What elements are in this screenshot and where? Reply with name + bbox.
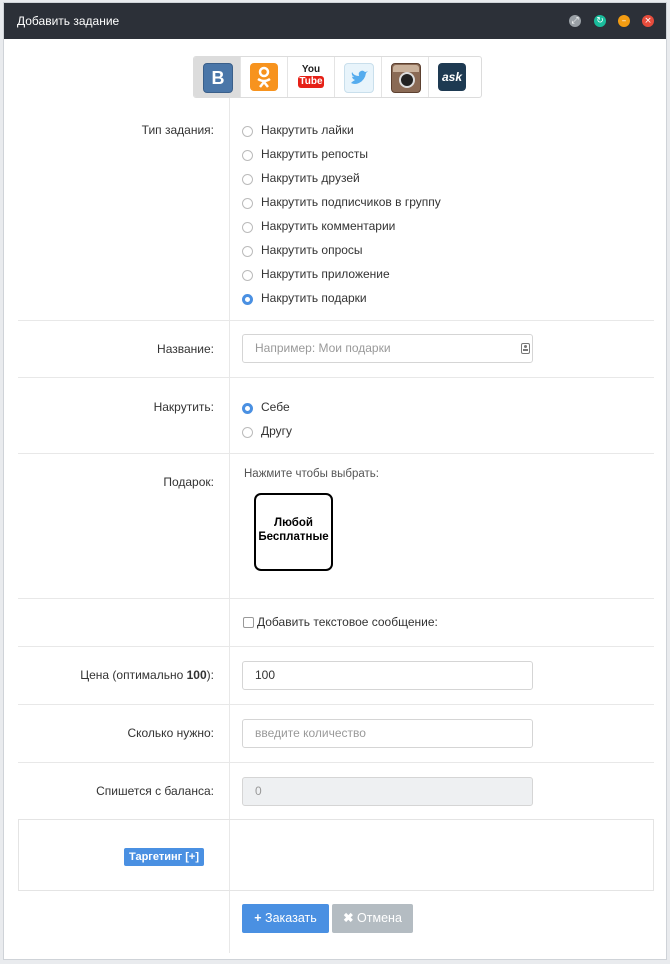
close-icon[interactable]: × xyxy=(642,15,654,27)
task-type-radio[interactable] xyxy=(242,126,253,137)
task-type-option[interactable]: Накрутить лайки xyxy=(261,123,354,137)
network-selector xyxy=(193,56,482,98)
order-button[interactable] xyxy=(242,904,329,933)
divider xyxy=(18,646,654,647)
divider xyxy=(18,704,654,705)
instagram-icon xyxy=(391,63,421,93)
price-label xyxy=(80,668,214,682)
task-type-radio[interactable] xyxy=(242,198,253,209)
task-type-option[interactable]: Накрутить приложение xyxy=(261,267,390,281)
name-input[interactable]: Например: Мои подарки xyxy=(242,334,533,363)
contact-card-icon xyxy=(521,343,530,354)
price-label-suffix: ): xyxy=(206,668,214,682)
cancel-button-label: Отмена xyxy=(357,911,402,925)
divider xyxy=(18,453,654,454)
divider xyxy=(18,598,654,599)
task-type-option[interactable]: Накрутить подарки xyxy=(261,291,367,305)
ask-icon: ask xyxy=(438,63,466,91)
pin-icon[interactable]: ⤢ xyxy=(569,15,581,27)
divider xyxy=(18,762,654,763)
window-title: Добавить задание xyxy=(17,14,120,28)
price-label-prefix: Цена (оптимально xyxy=(80,668,187,682)
network-odnoklassniki[interactable] xyxy=(241,57,288,97)
quantity-input[interactable]: введите количество xyxy=(242,719,533,748)
times-icon: ✖ xyxy=(343,911,354,925)
target-option[interactable]: Себе xyxy=(261,400,290,414)
title-bar xyxy=(4,3,666,39)
minimize-icon[interactable]: – xyxy=(618,15,630,27)
network-ask[interactable] xyxy=(429,57,476,97)
target-radio[interactable] xyxy=(242,427,253,438)
balance-input: 0 xyxy=(242,777,533,806)
twitter-icon xyxy=(344,63,374,93)
network-instagram[interactable] xyxy=(382,57,429,97)
target-label: Накрутить: xyxy=(153,400,214,414)
gift-hint: Нажмите чтобы выбрать: xyxy=(244,468,379,480)
message-checkbox[interactable] xyxy=(243,617,254,628)
task-type-option[interactable]: Накрутить друзей xyxy=(261,171,360,185)
divider xyxy=(18,377,654,378)
targeting-panel xyxy=(18,819,654,891)
task-type-radio[interactable] xyxy=(242,174,253,185)
network-twitter[interactable] xyxy=(335,57,382,97)
youtube-icon: You Tube xyxy=(297,63,325,91)
task-type-radio[interactable] xyxy=(242,150,253,161)
task-type-label: Тип задания: xyxy=(141,123,214,137)
vk-icon: B xyxy=(203,63,233,93)
task-type-option[interactable]: Накрутить комментарии xyxy=(261,219,396,233)
task-type-option[interactable]: Накрутить репосты xyxy=(261,147,369,161)
network-youtube[interactable] xyxy=(288,57,335,97)
plus-icon: + xyxy=(254,911,262,925)
task-type-radio[interactable] xyxy=(242,222,253,233)
quantity-label: Сколько нужно: xyxy=(127,726,214,740)
target-option[interactable]: Другу xyxy=(261,424,293,438)
network-vk[interactable] xyxy=(194,57,241,97)
name-label: Название: xyxy=(157,342,214,356)
task-type-radio-selected[interactable] xyxy=(242,294,253,305)
message-checkbox-label[interactable]: Добавить текстовое сообщение: xyxy=(257,615,438,629)
task-type-option[interactable]: Накрутить подписчиков в группу xyxy=(261,195,441,209)
gift-option-card[interactable] xyxy=(254,493,333,571)
divider xyxy=(18,320,654,321)
target-radio-selected[interactable] xyxy=(242,403,253,414)
targeting-toggle[interactable]: Таргетинг [+] xyxy=(124,848,204,866)
add-task-window xyxy=(3,2,667,960)
gift-option-line1: Любой xyxy=(274,517,313,529)
odnoklassniki-icon xyxy=(250,63,278,91)
task-type-option[interactable]: Накрутить опросы xyxy=(261,243,363,257)
task-type-radio[interactable] xyxy=(242,270,253,281)
price-label-optimal: 100 xyxy=(186,668,207,682)
balance-label: Спишется с баланса: xyxy=(96,784,214,798)
gift-option-line2: Бесплатные xyxy=(258,531,329,543)
price-input[interactable]: 100 xyxy=(242,661,533,690)
order-button-label: Заказать xyxy=(265,911,317,925)
gift-label: Подарок: xyxy=(163,475,214,489)
task-type-radio[interactable] xyxy=(242,246,253,257)
cancel-button[interactable] xyxy=(332,904,413,933)
refresh-icon[interactable]: ↻ xyxy=(594,15,606,27)
